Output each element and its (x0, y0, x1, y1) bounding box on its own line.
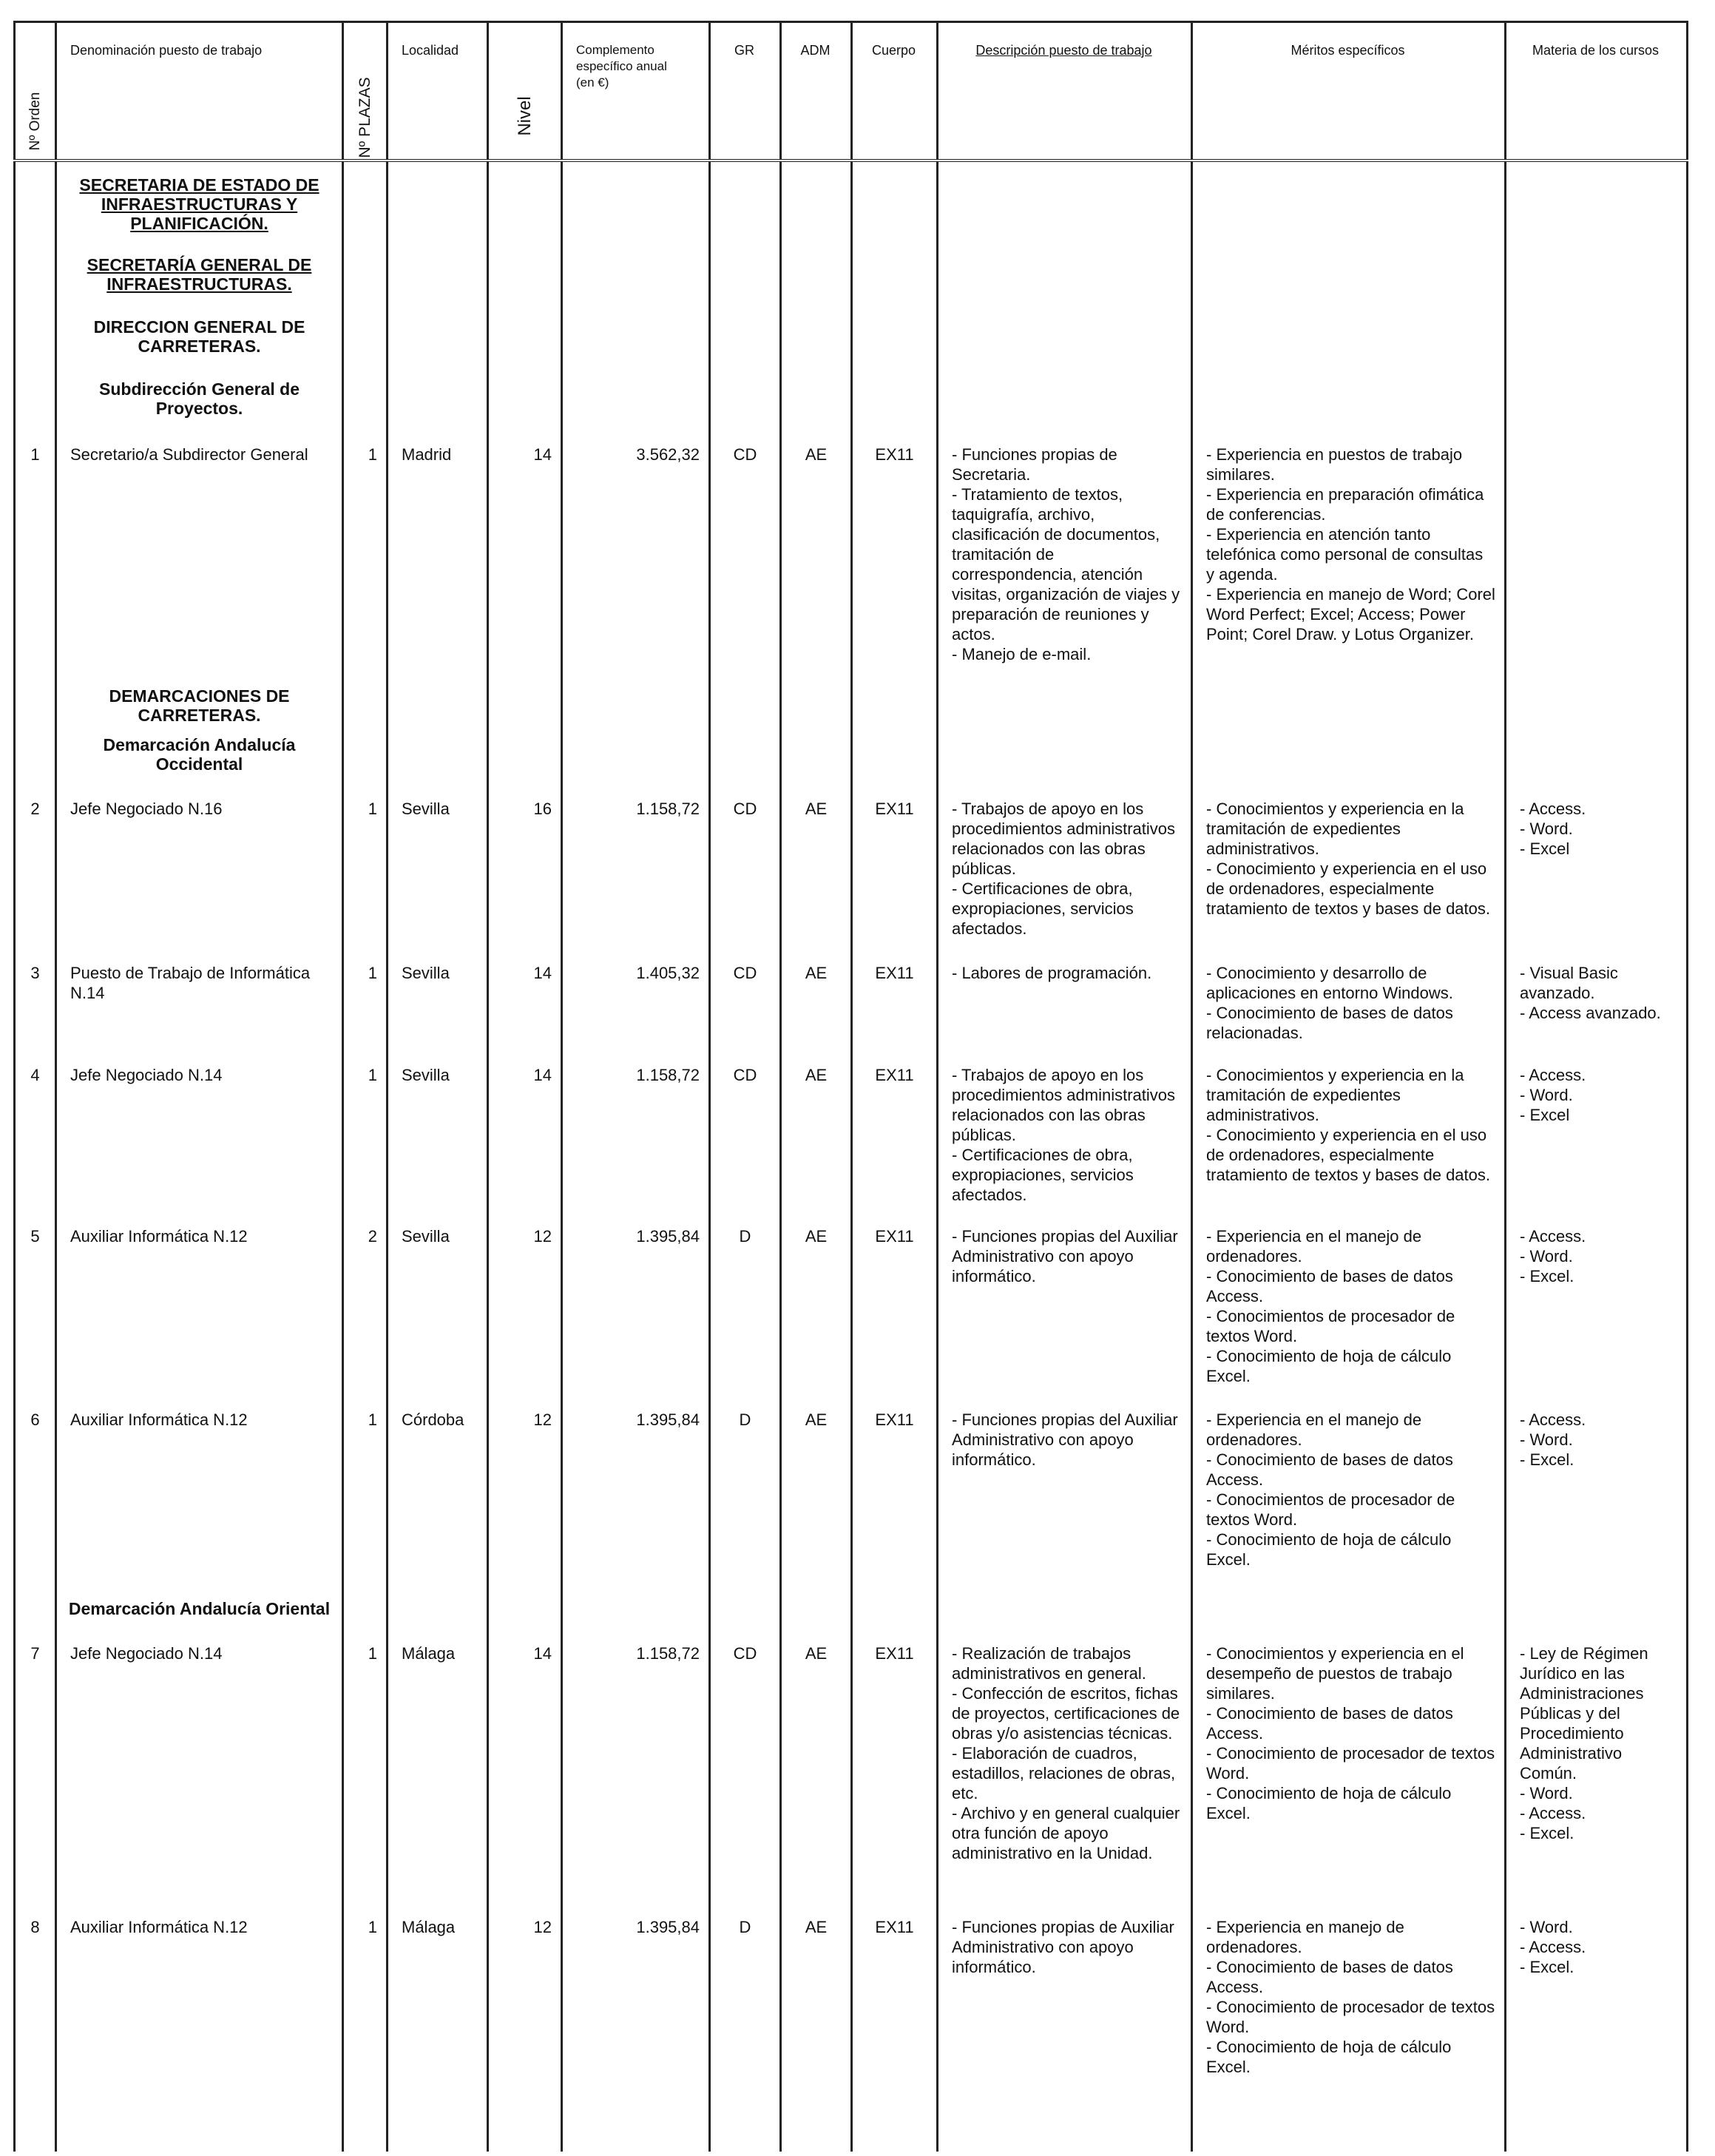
materia-list-item: - Word. (1520, 820, 1573, 838)
plazas-cell: 2 (368, 1227, 377, 1246)
descripcion-list-item: - Realización de trabajos administrativos en general. (952, 1644, 1146, 1683)
meritos-list-item: - Conocimiento de bases de datos Access. (1206, 1958, 1453, 1996)
materia-list-item: - Excel. (1520, 1958, 1574, 1976)
cuerpo-cell: EX11 (875, 964, 914, 982)
plazas-cell: 1 (368, 1410, 377, 1429)
plazas-cell: 1 (368, 445, 377, 464)
descripcion-list (952, 1226, 1182, 1286)
table-row (15, 445, 1688, 664)
header-complemento: Complemento específico anual (en €) (562, 22, 710, 161)
meritos-list-item: - Conocimiento de hoja de cálculo Excel. (1206, 1347, 1452, 1385)
section-heading: SECRETARIA DE ESTADO DE INFRAESTRUCTURAS Y PLANIFICACIÓN. (79, 175, 319, 233)
materia-list-item: - Ley de Régimen Jurídico en las Administraciones Públicas y del Procedimiento Administrativo Común. (1520, 1644, 1648, 1782)
denominacion-cell: Puesto de Trabajo de Informática N.14 (70, 964, 311, 1002)
materia-list-item: - Word. (1520, 1430, 1573, 1449)
meritos-list-item: - Experiencia en manejo de Word; Corel Word Perfect; Excel; Access; Power Point; Corel Draw. y Lotus Organizer. (1206, 585, 1495, 643)
cuerpo-cell: EX11 (875, 1918, 914, 1936)
nivel-cell: 14 (533, 445, 552, 464)
meritos-list-item: - Conocimiento de procesador de textos Word. (1206, 1998, 1495, 2036)
meritos-list (1206, 445, 1495, 644)
materia-list-item: - Access. (1520, 1410, 1586, 1429)
materia-list-item: - Access. (1520, 1804, 1586, 1822)
materia-list (1520, 1065, 1677, 1125)
materia-list-item: - Excel. (1520, 1450, 1574, 1469)
localidad-cell: Málaga (402, 1644, 456, 1663)
descripcion-list-item: - Tratamiento de textos, taquigrafía, archivo, clasificación de documentos, tramitación de correspondencia, atención visitas, organización de viajes y preparación de reuniones y actos. (952, 485, 1180, 643)
table-row (15, 799, 1688, 963)
adm-cell: AE (805, 964, 828, 982)
materia-list-item: - Access. (1520, 1227, 1586, 1246)
header-meritos: Méritos específicos (1192, 22, 1506, 161)
meritos-list-item: - Conocimiento de hoja de cálculo Excel. (1206, 1784, 1452, 1822)
complemento-cell: 1.395,84 (636, 1227, 700, 1246)
complemento-cell: 1.158,72 (636, 800, 700, 818)
section-heading: Demarcación Andalucía Oriental (68, 1599, 331, 1618)
header-cuerpo: Cuerpo (852, 22, 938, 161)
orden-cell: 8 (30, 1918, 40, 1936)
cuerpo-cell: EX11 (875, 1227, 914, 1246)
section-heading: SECRETARÍA GENERAL DE INFRAESTRUCTURAS. (87, 255, 312, 294)
materia-list-item: - Word. (1520, 1086, 1573, 1104)
materia-list-item: - Excel (1520, 1106, 1570, 1124)
descripcion-list (952, 1643, 1182, 1863)
meritos-list-item: - Conocimiento y desarrollo de aplicaciones en entorno Windows. (1206, 964, 1453, 1002)
section-row (15, 725, 1688, 799)
descripcion-list (952, 1410, 1182, 1470)
nivel-cell: 12 (533, 1918, 552, 1936)
meritos-list (1206, 1065, 1495, 1185)
descripcion-list-item: - Labores de programación. (952, 964, 1152, 982)
meritos-list (1206, 799, 1495, 919)
section-heading: DEMARCACIONES DE CARRETERAS. (109, 686, 290, 725)
orden-cell: 2 (30, 800, 40, 818)
meritos-list-item: - Experiencia en atención tanto telefónica como personal de consultas y agenda. (1206, 525, 1484, 584)
table-row (15, 1917, 1688, 2077)
localidad-cell: Sevilla (402, 1227, 450, 1246)
meritos-list-item: - Conocimiento de procesador de textos Word. (1206, 1744, 1495, 1782)
section-heading: Subdirección General de Proyectos. (99, 379, 300, 418)
nivel-cell: 14 (533, 1644, 552, 1663)
meritos-list-item: - Conocimientos y experiencia en el desempeño de puestos de trabajo similares. (1206, 1644, 1464, 1703)
complemento-cell: 3.562,32 (636, 445, 700, 464)
descripcion-list-item: - Certificaciones de obra, expropiaciones, servicios afectados. (952, 879, 1134, 938)
header-orden: Nº Orden (15, 22, 56, 161)
section-row (15, 160, 1688, 233)
materia-list (1520, 1917, 1677, 1977)
meritos-list-item: - Experiencia en preparación ofimática de conferencias. (1206, 485, 1484, 524)
localidad-cell: Madrid (402, 445, 452, 464)
meritos-list-item: - Conocimiento de hoja de cálculo Excel. (1206, 2038, 1452, 2076)
materia-list (1520, 799, 1677, 859)
gr-cell: D (739, 1410, 751, 1429)
adm-cell: AE (805, 1410, 828, 1429)
orden-cell: 7 (30, 1644, 40, 1663)
gr-cell: CD (733, 1066, 757, 1084)
cuerpo-cell: EX11 (875, 1410, 914, 1429)
orden-cell: 1 (30, 445, 40, 464)
job-positions-table (13, 21, 1688, 2152)
plazas-cell: 1 (368, 1644, 377, 1663)
gr-cell: CD (733, 1644, 757, 1663)
header-plazas: Nº PLAZAS (343, 22, 388, 161)
descripcion-list-item: - Confección de escritos, fichas de proyectos, certificaciones de obras y/o asistencias técnicas. (952, 1684, 1180, 1743)
plazas-cell: 1 (368, 964, 377, 982)
meritos-list-item: - Conocimiento de hoja de cálculo Excel. (1206, 1530, 1452, 1569)
materia-list-item: - Access. (1520, 1938, 1586, 1956)
section-heading: DIRECCION GENERAL DE CARRETERAS. (93, 317, 305, 356)
adm-cell: AE (805, 1644, 828, 1663)
materia-list-item: - Visual Basic avanzado. (1520, 964, 1618, 1002)
table-row (15, 1226, 1688, 1410)
meritos-list-item: - Conocimiento de bases de datos Access. (1206, 1450, 1453, 1489)
section-row (15, 356, 1688, 445)
header-descripcion: Descripción puesto de trabajo (938, 22, 1192, 161)
gr-cell: CD (733, 964, 757, 982)
meritos-list-item: - Conocimiento y experiencia en el uso de ordenadores, especialmente tratamiento de textos y bases de datos. (1206, 1126, 1491, 1184)
orden-cell: 6 (30, 1410, 40, 1429)
descripcion-list-item: - Funciones propias del Auxiliar Administrativo con apoyo informático. (952, 1410, 1178, 1469)
descripcion-list-item: - Elaboración de cuadros, estadillos, relaciones de obras, etc. (952, 1744, 1176, 1802)
section-row (15, 233, 1688, 294)
table-fill-row (15, 2077, 1688, 2152)
gr-cell: CD (733, 800, 757, 818)
orden-cell: 5 (30, 1227, 40, 1246)
materia-list-item: - Excel. (1520, 1267, 1574, 1285)
materia-list-item: - Access avanzado. (1520, 1004, 1661, 1022)
denominacion-cell: Auxiliar Informática N.12 (70, 1918, 248, 1936)
nivel-cell: 12 (533, 1410, 552, 1429)
section-row (15, 664, 1688, 725)
descripcion-list-item: - Funciones propias de Secretaria. (952, 445, 1117, 484)
orden-cell: 3 (30, 964, 40, 982)
adm-cell: AE (805, 1918, 828, 1936)
meritos-list-item: - Conocimientos y experiencia en la tramitación de expedientes administrativos. (1206, 800, 1464, 858)
nivel-cell: 14 (533, 964, 552, 982)
meritos-list (1206, 1410, 1495, 1569)
plazas-cell: 1 (368, 1918, 377, 1936)
meritos-list (1206, 1917, 1495, 2077)
gr-cell: CD (733, 445, 757, 464)
materia-list-item: - Excel. (1520, 1824, 1574, 1842)
nivel-cell: 12 (533, 1227, 552, 1246)
header-denominacion: Denominación puesto de trabajo (56, 22, 343, 161)
denominacion-cell: Secretario/a Subdirector General (70, 445, 308, 464)
header-localidad: Localidad (388, 22, 488, 161)
materia-list (1520, 1410, 1677, 1470)
denominacion-cell: Auxiliar Informática N.12 (70, 1410, 248, 1429)
meritos-list-item: - Experiencia en puestos de trabajo similares. (1206, 445, 1463, 484)
descripcion-list-item: - Manejo de e-mail. (952, 645, 1092, 663)
complemento-cell: 1.158,72 (636, 1066, 700, 1084)
complemento-cell: 1.395,84 (636, 1918, 700, 1936)
descripcion-list-item: - Certificaciones de obra, expropiaciones, servicios afectados. (952, 1146, 1134, 1204)
complemento-cell: 1.395,84 (636, 1410, 700, 1429)
table-row (15, 1065, 1688, 1226)
meritos-list-item: - Conocimiento y experiencia en el uso de ordenadores, especialmente tratamiento de textos y bases de datos. (1206, 859, 1491, 918)
denominacion-cell: Jefe Negociado N.14 (70, 1644, 223, 1663)
materia-list-item: - Word. (1520, 1247, 1573, 1265)
nivel-cell: 14 (533, 1066, 552, 1084)
table-row (15, 963, 1688, 1065)
descripcion-list (952, 1065, 1182, 1205)
section-heading: Demarcación Andalucía Occidental (103, 735, 296, 774)
meritos-list-item: - Conocimiento de bases de datos Access. (1206, 1704, 1453, 1743)
descripcion-list-item: - Trabajos de apoyo en los procedimientos administrativos relacionados con las obras públicas. (952, 800, 1176, 878)
localidad-cell: Sevilla (402, 1066, 450, 1084)
cuerpo-cell: EX11 (875, 800, 914, 818)
descripcion-list-item: - Funciones propias del Auxiliar Administrativo con apoyo informático. (952, 1227, 1178, 1285)
denominacion-cell: Jefe Negociado N.16 (70, 800, 223, 818)
section-row (15, 1584, 1688, 1643)
table-body (15, 160, 1688, 2152)
materia-list-item: - Excel (1520, 839, 1570, 858)
section-row (15, 294, 1688, 356)
adm-cell: AE (805, 1227, 828, 1246)
localidad-cell: Málaga (402, 1918, 456, 1936)
table-row (15, 1410, 1688, 1584)
header-materia: Materia de los cursos (1506, 22, 1688, 161)
descripcion-list-item: - Archivo y en general cualquier otra función de apoyo administrativo en la Unidad. (952, 1804, 1180, 1862)
plazas-cell: 1 (368, 1066, 377, 1084)
plazas-cell: 1 (368, 800, 377, 818)
localidad-cell: Sevilla (402, 964, 450, 982)
meritos-list-item: - Conocimientos y experiencia en la tramitación de expedientes administrativos. (1206, 1066, 1464, 1124)
complemento-cell: 1.158,72 (636, 1644, 700, 1663)
adm-cell: AE (805, 445, 828, 464)
meritos-list (1206, 963, 1495, 1043)
materia-list (1520, 1226, 1677, 1286)
adm-cell: AE (805, 800, 828, 818)
header-gr: GR (710, 22, 781, 161)
cuerpo-cell: EX11 (875, 445, 914, 464)
cuerpo-cell: EX11 (875, 1066, 914, 1084)
cuerpo-cell: EX11 (875, 1644, 914, 1663)
meritos-list-item: - Conocimiento de bases de datos relacionadas. (1206, 1004, 1453, 1042)
descripcion-list-item: - Funciones propias de Auxiliar Administrativo con apoyo informático. (952, 1918, 1174, 1976)
localidad-cell: Córdoba (402, 1410, 464, 1429)
adm-cell: AE (805, 1066, 828, 1084)
descripcion-list (952, 799, 1182, 939)
gr-cell: D (739, 1918, 751, 1936)
orden-cell: 4 (30, 1066, 40, 1084)
table-row (15, 1643, 1688, 1917)
descripcion-list (952, 1917, 1182, 1977)
header-adm: ADM (781, 22, 852, 161)
materia-list-item: - Word. (1520, 1918, 1573, 1936)
meritos-list-item: - Experiencia en manejo de ordenadores. (1206, 1918, 1404, 1956)
materia-list-item: - Access. (1520, 800, 1586, 818)
meritos-list (1206, 1226, 1495, 1386)
nivel-cell: 16 (533, 800, 552, 818)
materia-list-item: - Word. (1520, 1784, 1573, 1802)
localidad-cell: Sevilla (402, 800, 450, 818)
meritos-list-item: - Conocimiento de bases de datos Access. (1206, 1267, 1453, 1305)
header-nivel: Nivel (488, 22, 562, 161)
descripcion-list-item: - Trabajos de apoyo en los procedimientos administrativos relacionados con las obras públicas. (952, 1066, 1176, 1144)
meritos-list (1206, 1643, 1495, 1823)
complemento-cell: 1.405,32 (636, 964, 700, 982)
denominacion-cell: Jefe Negociado N.14 (70, 1066, 223, 1084)
meritos-list-item: - Experiencia en el manejo de ordenadores. (1206, 1227, 1422, 1265)
meritos-list-item: - Conocimientos de procesador de textos Word. (1206, 1307, 1455, 1345)
denominacion-cell: Auxiliar Informática N.12 (70, 1227, 248, 1246)
table-header-row (15, 22, 1688, 161)
meritos-list-item: - Experiencia en el manejo de ordenadores. (1206, 1410, 1422, 1449)
gr-cell: D (739, 1227, 751, 1246)
descripcion-list (952, 445, 1182, 664)
descripcion-list (952, 963, 1182, 983)
materia-list (1520, 963, 1677, 1023)
meritos-list-item: - Conocimientos de procesador de textos Word. (1206, 1490, 1455, 1529)
materia-list (1520, 1643, 1677, 1843)
materia-list-item: - Access. (1520, 1066, 1586, 1084)
